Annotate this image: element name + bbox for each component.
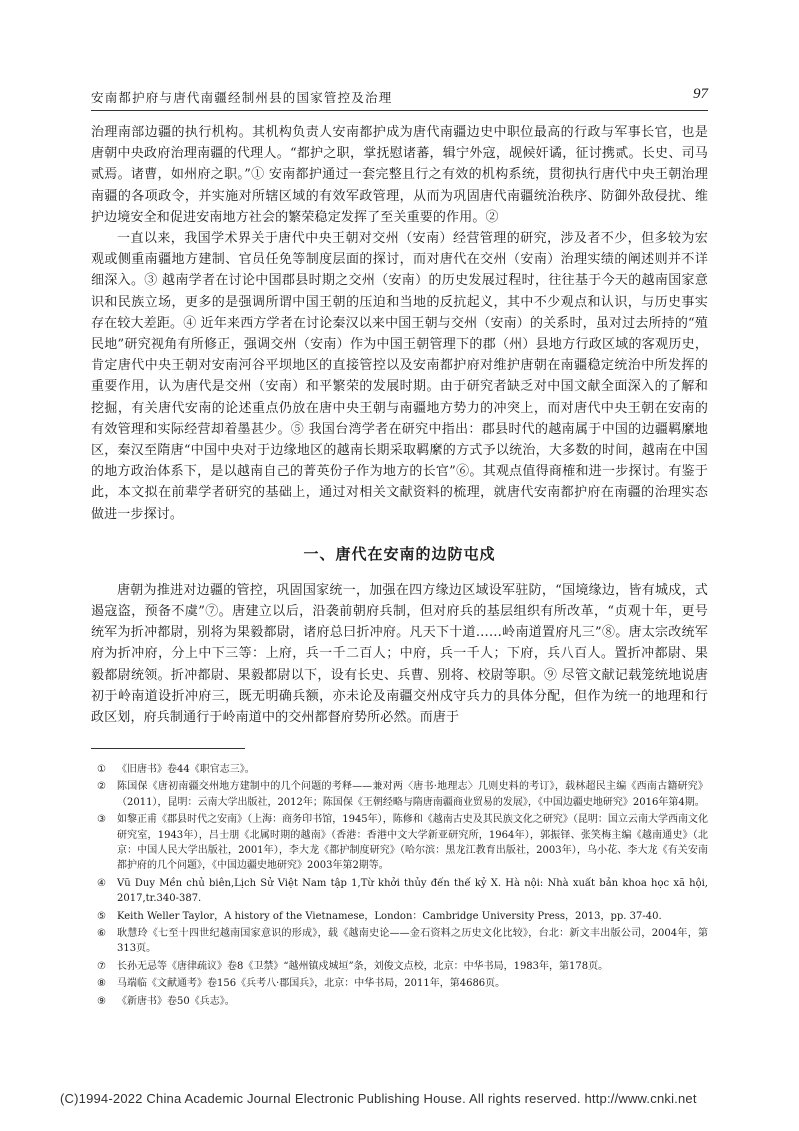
footnote-number: ③ — [97, 814, 106, 826]
footnote — [91, 909, 708, 924]
footnote-text: Vũ Duy Mền chủ biên,Lịch Sử Việt Nam tập 1,Từ khởi thủy đến thế kỷ X. Hà nội: Nhà xuất bản khoa học xã hội, 2017,tr.340-387. — [117, 877, 708, 905]
footnote-text: 《新唐书》卷50《兵志》。 — [117, 995, 235, 1007]
footnote-number: ② — [97, 781, 106, 793]
page-number: 97 — [693, 86, 708, 102]
section-heading: 一、唐代在安南的边防屯戍 — [303, 544, 496, 563]
body-paragraph-1: 治理南部边疆的执行机构。其机构负责人安南都护成为唐代南疆边史中职位最高的行政与军事长官，也是唐朝中央政府治理南疆的代理人。“都护之职，掌抚慰诸蕃，辑宁外寇，觇候奸谲，征讨携贰。长史、司马贰焉。诸曹，如州府之职。”① 安南都护通过一套完整且行之有效的机构系统，贯彻执行唐代中央王朝治理南疆的各项政令，并实施对所辖区域的有效军政管理，从而为巩固唐代南疆统治秩序、防御外敌侵扰、维护边境安全和促进安南地方社会的繁荣稳定发挥了至关重要的作用。② — [91, 125, 708, 225]
footnote-number: ⑧ — [97, 978, 106, 990]
running-header — [91, 86, 708, 106]
footnote — [91, 926, 708, 957]
footnote-number: ① — [97, 764, 106, 775]
footnote-separator — [91, 748, 245, 749]
footnote-text: Keith Weller Taylor，A history of the Vietnamese，London：Cambridge University Press，2013，pp. 37-40. — [117, 910, 662, 922]
footnote — [91, 762, 708, 777]
footnote — [91, 876, 708, 907]
footnote — [91, 959, 708, 974]
footnote-number: ⑦ — [97, 960, 106, 972]
running-header-title: 安南都护府与唐代南疆经制州县的国家管控及治理 — [91, 90, 393, 105]
footnotes — [91, 762, 708, 1011]
header-rule — [91, 110, 708, 111]
footnote-text: 长孙无忌等《唐律疏议》卷8《卫禁》“越州镇戍城垣”条，刘俊文点校，北京：中华书局，1983年，第178页。 — [117, 960, 609, 972]
footnote-number: ④ — [97, 877, 106, 889]
footnote-text: 如黎正甫《郡县时代之安南》（上海：商务印书馆，1945年），陈修和《越南古史及其民族文化之研究》（昆明：国立云南大学西南文化研究室，1943年），吕士朋《北属时期的越南》（香港：香港中文大学新亚研究所，1964年），郭振铎、张笑梅主编《越南通史》（北京：中国人民大学出版社，2001年），李大龙《都护制度研究》（哈尔滨：黑龙江教育出版社，2003年），乌小花、李大龙《有关安南都护府的几个问题》，《中国边疆史地研究》2003年第2期等。 — [117, 814, 708, 872]
footnote — [91, 976, 708, 991]
main-text — [91, 122, 708, 728]
footnote-text: 耿慧玲《七至十四世纪越南国家意识的形成》，载《越南史论——金石资料之历史文化比较》，台北：新文丰出版公司，2004年，第313页。 — [117, 928, 708, 955]
copyright-footer: (C)1994-2022 China Academic Journal Electronic Publishing House. All rights reserved. http://www.cnki.net — [60, 1091, 697, 1106]
footnote-number: ⑨ — [97, 995, 106, 1007]
footnote — [91, 812, 708, 874]
footnote — [91, 779, 708, 810]
footnote-text: 陈国保《唐初南疆交州地方建制中的几个问题的考释——兼对两〈唐书·地理志〉几则史料的考订》，载林超民主编《西南古籍研究》（2011），昆明：云南大学出版社，2012年；陈国保《王朝经略与隋唐南疆商业贸易的发展》，《中国边疆史地研究》2016年第4期。 — [117, 781, 708, 808]
footnote-number: ⑤ — [97, 910, 106, 922]
body-paragraph-2: 一直以来，我国学术界关于唐代中央王朝对交州（安南）经营管理的研究，涉及者不少，但多较为宏观或侧重南疆地方建制、官员任免等制度层面的探讨，而对唐代在交州（安南）治理实绩的阐述则并不详细深入。③ 越南学者在讨论中国郡县时期之交州（安南）的历史发展过程时，往往基于今天的越南国家意识和民族立场，更多的是强调所谓中国王朝的压迫和当地的反抗起义，其中不少观点和认识，与历史事实存在较大差距。④ 近年来西方学者在讨论秦汉以来中国王朝与交州（安南）的关系时，虽对过去所持的“殖民地”研究视角有所修正，强调交州（安南）作为中国王朝管理下的郡（州）县地方行政区域的客观历史，肯定唐代中央王朝对安南河谷平坝地区的直接管控以及安南都护府对维护唐朝在南疆稳定统治中所发挥的重要作用，认为唐代是交州（安南）和平繁荣的发展时期。由于研究者缺乏对中国文献全面深入的了解和挖掘，有关唐代安南的论述重点仍放在唐中央王朝与南疆地方势力的冲突上，而对唐代中央王朝在安南的有效管理和实际经营却着墨甚少。⑤ 我国台湾学者在研究中指出：郡县时代的越南属于中国的边疆羁縻地区，秦汉至隋唐“中国中央对于边缘地区的越南长期采取羁縻的方式予以统治，大多数的时间，越南在中国的地方政治体系下，是以越南自己的菁英份子作为地方的长官”⑥。其观点值得商榷和进一步探讨。有鉴于此，本文拟在前辈学者研究的基础上，通过对相关文献资料的梳理，就唐代安南都护府在南疆的治理实态做进一步探讨。 — [91, 231, 708, 522]
footnote-text: 《旧唐书》卷44《职官志三》。 — [117, 764, 255, 775]
footnote — [91, 994, 708, 1009]
footnote-number: ⑥ — [97, 928, 106, 940]
footnote-text: 马端临《文献通考》卷156《兵考八·郡国兵》，北京：中华书局，2011年，第4686页。 — [117, 978, 506, 990]
section-paragraph: 唐朝为推进对边疆的管控，巩固国家统一，加强在四方缘边区域设军驻防，“国境缘边，皆有城戍，式遏寇盗，预备不虞”⑦。唐建立以后，沿袭前朝府兵制，但对府兵的基层组织有所改革，“贞观十年，更号统军为折冲都尉，别将为果毅都尉，诸府总曰折冲府。凡天下十道……岭南道置府凡三”⑧。唐太宗改统军府为折冲府，分上中下三等：上府，兵一千二百人；中府，兵一千人；下府，兵八百人。置折冲都尉、果毅都尉统领。折冲都尉、果毅都尉以下，设有长史、兵曹、别将、校尉等职。⑨ 尽管文献记载笼统地说唐初于岭南道设折冲府三，既无明确兵额，亦未论及南疆交州戍守兵力的具体分配，但作为统一的地理和行政区划，府兵制通行于岭南道中的交州都督府势所必然。而唐于 — [91, 582, 708, 726]
